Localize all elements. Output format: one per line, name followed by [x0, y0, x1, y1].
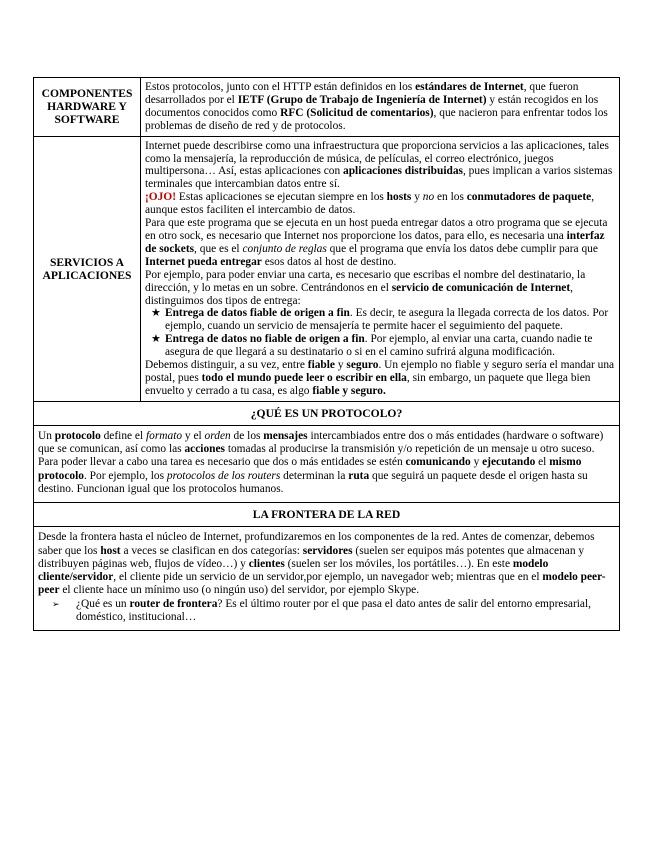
section-heading-row — [34, 503, 620, 527]
paragraph: Debemos distinguir, a su vez, entre fiable y seguro. Un ejemplo no fiable y seguro sería el mandar una postal, pues todo el mundo puede leer o escribir en ella, sin embargo, un paquete que llega bien envuelto y cerrado a tu casa, es algo fiable y seguro. — [145, 359, 615, 397]
row-content-components — [141, 78, 620, 137]
paragraph: Desde la frontera hasta el núcleo de Internet, profundizaremos en los componentes de la red. Antes de comenzar, debemos saber que los host a veces se clasifican en dos categorías: servidores (suelen ser equipos más potentes que almacenan y distribuyen páginas web, flujos de vídeo…) y clientes (suelen ser los móviles, los portátiles…). En este modelo cliente/servidor, el cliente pide un servicio de un servidor,por ejemplo, un navegador web; mientras que en el modelo peer-peer el cliente hace un mínimo uso (o ningún uso) del servidor, por ejemplo Skype. — [38, 531, 606, 597]
table-row-network-edge — [34, 527, 620, 631]
section-content-network-edge — [34, 527, 620, 631]
edge-router-list — [38, 598, 615, 625]
list-item: ★ Entrega de datos no fiable de origen a fin. Por ejemplo, al enviar una carta, cuando nadie te asegura de que llegará a su destinatario o si en el camino sufrirá alguna modificación. — [151, 333, 593, 359]
star-bullet-icon: ★ — [151, 333, 161, 346]
row-label-services: SERVICIOS A APLICACIONES — [34, 136, 141, 401]
list-item: ★ Entrega de datos fiable de origen a fin. Es decir, te asegura la llegada correcta de los datos. Por ejemplo, cuando un servicio de mensajería te permite hacer el seguimiento del paquete. — [151, 307, 609, 333]
notes-table — [33, 77, 620, 631]
delivery-types-list — [145, 307, 615, 359]
paragraph: Para que este programa que se ejecuta en un host pueda entregar datos a otro programa que se ejecuta en otro sock, es necesario que Internet nos proporcione los datos, para ello, es necesaria una interfaz de sockets, que es el conjunto de reglas que el programa que envía los datos debe cumplir para que Internet pueda entregar esos datos al host de destino. — [145, 217, 608, 268]
row-label-components: COMPONENTES HARDWARE Y SOFTWARE — [34, 78, 141, 137]
table-row-services — [34, 136, 620, 401]
star-bullet-icon: ★ — [151, 307, 161, 320]
section-title-protocol: ¿QUÉ ES UN PROTOCOLO? — [34, 401, 620, 425]
section-title-network-edge: LA FRONTERA DE LA RED — [34, 503, 620, 527]
table-row-components — [34, 78, 620, 137]
section-content-protocol: Un protocolo define el formato y el orden de los mensajes intercambiados entre dos o más entidades (hardware o software) que se comunican, así como las acciones tomadas al producirse la transmisión y/o repetición de un mensaje u otro suceso. Para poder llevar a cabo una tarea es necesario que dos o más entidades se estén comunicando y ejecutando el mismo protocolo. Por ejemplo, los protocolos de los routers determinan la ruta que seguirá un paquete desde el origen hasta su destino. Funcionan igual que los protocolos humanos. — [34, 425, 620, 502]
paragraph: ¡OJO! Estas aplicaciones se ejecutan siempre en los hosts y no en los conmutadores de paquete, aunque estos faciliten el intercambio de datos. — [145, 191, 595, 217]
list-item: ➢ ¿Qué es un router de frontera? Es el último router por el que pasa el dato antes de salir del entorno empresarial, doméstico, institucional… — [52, 597, 591, 624]
document-table-wrapper — [33, 77, 620, 631]
arrow-bullet-icon: ➢ — [52, 598, 60, 609]
paragraph: Por ejemplo, para poder enviar una carta, es necesario que escribas el nombre del destinatario, la dirección, y lo metas en un sobre. Centrándonos en el servicio de comunicación de Internet, distinguimos dos tipos de entrega: — [145, 268, 586, 307]
row-content-services — [141, 136, 620, 401]
warning-label: ¡OJO! — [145, 191, 177, 204]
section-heading-row — [34, 401, 620, 425]
table-row-protocol — [34, 425, 620, 502]
paragraph: Internet puede describirse como una infraestructura que proporciona servicios a las aplicaciones, tales como la mensajería, la reproducción de música, de películas, el correo electrónico, juegos multipersona… Así, estas aplicaciones con aplicaciones distribuidas, pues implican a varios sistemas terminales que intercambian datos entre sí. — [145, 139, 613, 191]
paragraph: Estos protocolos, junto con el HTTP están definidos en los estándares de Internet, que fueron desarrollados por el IETF (Grupo de Trabajo de Ingeniería de Internet) y están recogidos en los documentos conocidos como RFC (Solicitud de comentarios), que nacieron para enfrentar todos los problemas de diseño de red y de protocolos. — [145, 81, 608, 132]
